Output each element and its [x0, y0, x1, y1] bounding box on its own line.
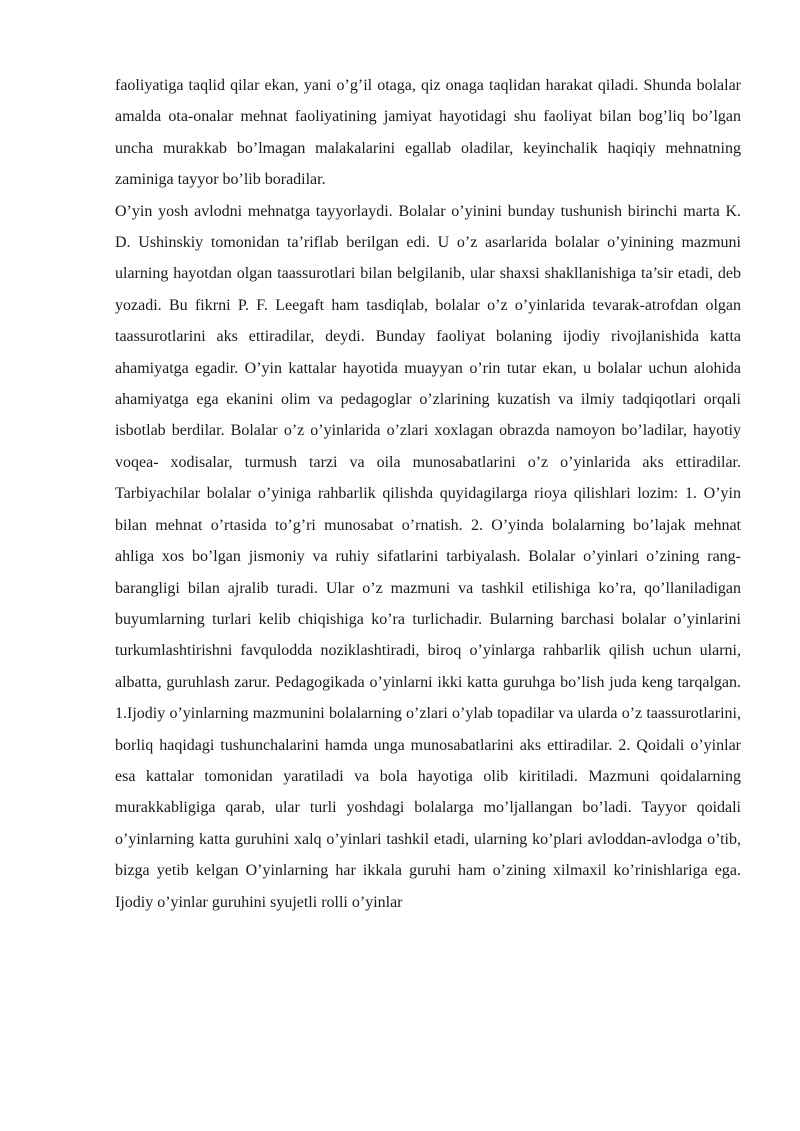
- paragraph-1: faoliyatiga taqlid qilar ekan, yani o’g’il otaga, qiz onaga taqlidan harakat qiladi. Shunda bolalar amalda ota-onalar mehnat faoliyatining jamiyat hayotidagi shu faoliyat bilan bog’liq bo’lgan uncha murakkab bo’lmagan malakalarini egallab oladilar, keyinchalik haqiqiy mehnatning zaminiga tayyor bo’lib boradilar.: [115, 77, 741, 189]
- paragraph-2: O’yin yosh avlodni mehnatga tayyorlaydi. Bolalar o’yinini bunday tushunish birinchi marta K. D. Ushinskiy tomonidan ta’riflab berilgan edi. U o’z asarlarida bolalar o’yinining mazmuni ularning hayotdan olgan taassurotlari bilan belgilanib, ular shaxsi shakllanishiga ta’sir etadi, deb yozadi. Bu fikrni P. F. Leegaft ham tasdiqlab, bolalar o’z o’yinlarida tevarak-atrofdan olgan taassurotlarini aks ettiradilar, deydi. Bunday faoliyat bolaning ijodiy rivojlanishida katta ahamiyatga egadir. O’yin kattalar hayotida muayyan o’rin tutar ekan, u bolalar uchun alohida ahamiyatga ega ekanini olim va pedagoglar o’zlarining kuzatish va ilmiy tadqiqotlari orqali isbotlab berdilar. Bolalar o’z o’yinlarida o’zlari xoxlagan obrazda namoyon bo’ladilar, hayotiy voqea- xodisalar, turmush tarzi va oila munosabatlarini o’z o’yinlarida aks ettiradilar. Tarbiyachilar bolalar o’yiniga rahbarlik qilishda quyidagilarga rioya qilishlari lozim: 1. O’yin bilan mehnat o’rtasida to’g’ri munosabat o’rnatish. 2. O’yinda bolalarning bo’lajak mehnat ahliga xos bo’lgan jismoniy va ruhiy sifatlarini tarbiyalash. Bolalar o’yinlari o’zining rang-barangligi bilan ajralib turadi. Ular o’z mazmuni va tashkil etilishiga ko’ra, qo’llaniladigan buyumlarning turlari kelib chiqishiga ko’ra turlichadir. Bularning barchasi bolalar o’yinlarini turkumlashtirishni favqulodda noziklashtiradi, biroq o’yinlarga rahbarlik qilish uchun ularni, albatta, guruhlash zarur. Pedagogikada o’yinlarni ikki katta guruhga bo’lish juda keng tarqalgan. 1.Ijodiy o’yinlarning mazmunini bolalarning o’zlari o’ylab topadilar va ularda o’z taassurotlarini, borliq haqidagi tushunchalarini hamda unga munosabatlarini aks ettiradilar. 2. Qoidali o’yinlar esa kattalar tomonidan yaratiladi va bola hayotiga olib kiritiladi. Mazmuni qoidalarning murakkabligiga qarab, ular turli yoshdagi bolalarga mo’ljallangan bo’ladi. Tayyor qoidali o’yinlarning katta guruhini xalq o’yinlari tashkil etadi, ularning ko’plari avloddan-avlodga o’tib, bizga yetib kelgan O’yinlarning har ikkala guruhi ham o’zining xilmaxil ko’rinishlariga ega. Ijodiy o’yinlar guruhini syujetli rolli o’yinlar: [115, 202, 741, 911]
- body-text: [115, 70, 741, 918]
